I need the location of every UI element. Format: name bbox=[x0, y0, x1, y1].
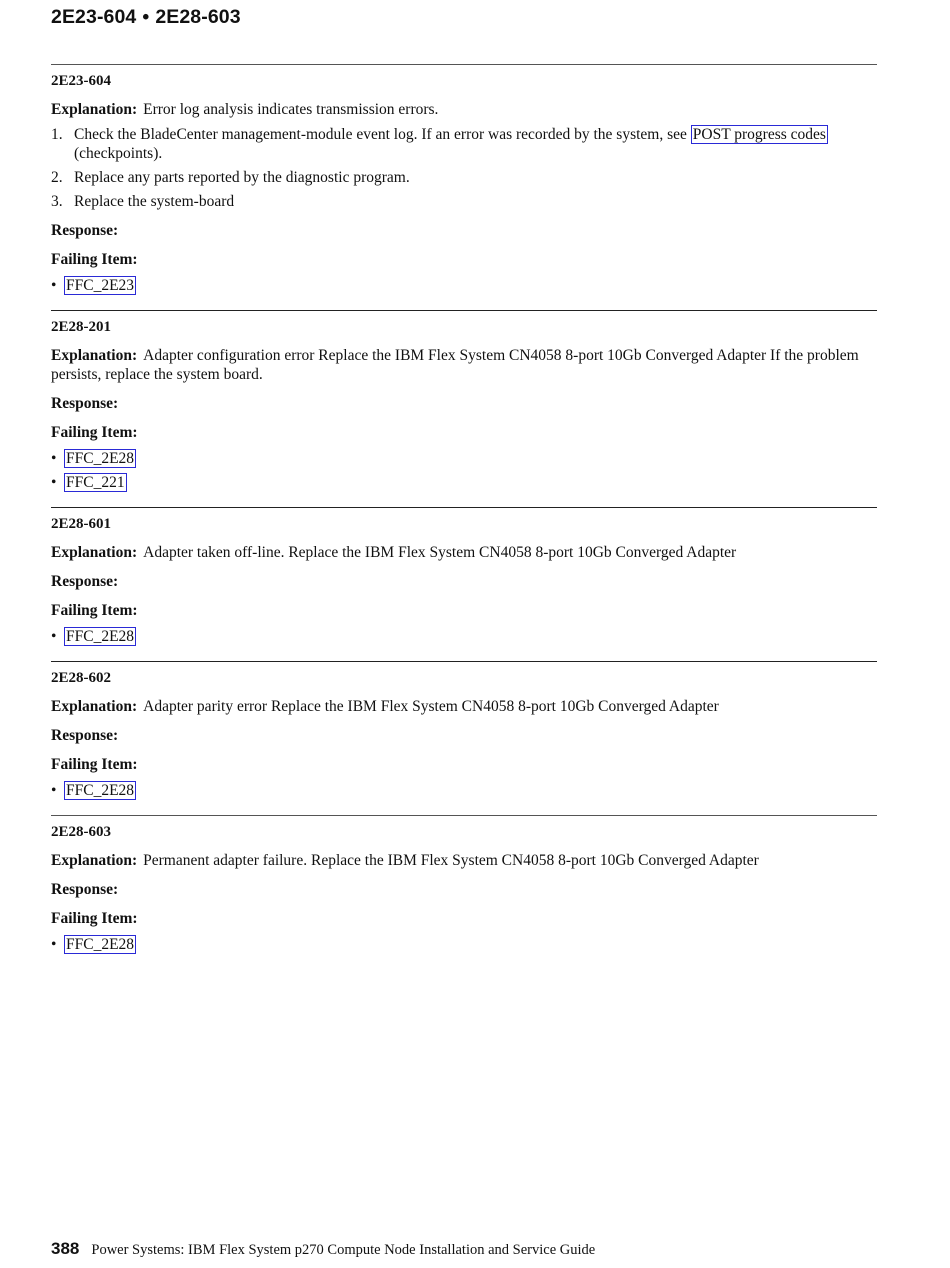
bullet: • bbox=[51, 936, 57, 953]
entry-code: 2E28-602 bbox=[51, 670, 111, 686]
bullet: • bbox=[51, 628, 57, 645]
failing-item-label: Failing Item: bbox=[51, 910, 138, 927]
list-item bbox=[51, 781, 877, 801]
explanation-text: Adapter taken off-line. Replace the IBM Flex System CN4058 8-port 10Gb Converged Adapter bbox=[143, 544, 737, 561]
failing-item-link[interactable]: FFC_221 bbox=[66, 474, 125, 491]
explanation-text: Adapter parity error Replace the IBM Flex System CN4058 8-port 10Gb Converged Adapter bbox=[143, 698, 719, 715]
footer-title: Power Systems: IBM Flex System p270 Compute Node Installation and Service Guide bbox=[91, 1242, 596, 1258]
step-text: Replace any parts reported by the diagnostic program. bbox=[74, 169, 410, 186]
response-label: Response: bbox=[51, 881, 119, 898]
explanation bbox=[51, 100, 877, 119]
entry-2E28-601 bbox=[51, 507, 877, 647]
list-item bbox=[51, 276, 877, 296]
explanation bbox=[51, 851, 877, 870]
header-left-code: 2E23-604 bbox=[51, 6, 137, 28]
entry-code: 2E28-601 bbox=[51, 516, 111, 532]
entry-2E23-604 bbox=[51, 64, 877, 296]
step-item bbox=[51, 125, 877, 163]
entry-2E28-603 bbox=[51, 815, 877, 955]
explanation bbox=[51, 346, 877, 384]
failing-item-link[interactable]: FFC_2E28 bbox=[66, 628, 135, 645]
failing-item-label: Failing Item: bbox=[51, 602, 138, 619]
failing-items-list bbox=[51, 276, 877, 296]
bullet: • bbox=[51, 277, 57, 294]
failing-item-label: Failing Item: bbox=[51, 251, 138, 268]
page-footer bbox=[51, 1239, 595, 1259]
failing-item-label: Failing Item: bbox=[51, 424, 138, 441]
entry-code: 2E28-201 bbox=[51, 319, 111, 335]
step-number: 3. bbox=[51, 193, 63, 210]
header-separator: • bbox=[142, 6, 150, 28]
explanation-label: Explanation: bbox=[51, 347, 138, 364]
bullet: • bbox=[51, 782, 57, 799]
failing-items-list bbox=[51, 781, 877, 801]
failing-items-list bbox=[51, 935, 877, 955]
bullet: • bbox=[51, 450, 57, 467]
response-label: Response: bbox=[51, 573, 119, 590]
explanation bbox=[51, 697, 877, 716]
explanation-text: Adapter configuration error Replace the IBM Flex System CN4058 8-port 10Gb Converged Adapter If the problem persists, replace the system board. bbox=[51, 347, 859, 383]
explanation-label: Explanation: bbox=[51, 544, 138, 561]
failing-item-link[interactable]: FFC_2E28 bbox=[66, 450, 135, 467]
post-progress-codes-link[interactable]: POST progress codes bbox=[692, 126, 826, 143]
explanation bbox=[51, 543, 877, 562]
failing-item-label: Failing Item: bbox=[51, 756, 138, 773]
step-item bbox=[51, 168, 877, 187]
header-right-code: 2E28-603 bbox=[155, 6, 241, 28]
failing-items-list bbox=[51, 627, 877, 647]
failing-item-link[interactable]: FFC_2E23 bbox=[66, 277, 135, 294]
step-number: 2. bbox=[51, 169, 63, 186]
explanation-label: Explanation: bbox=[51, 101, 138, 118]
page-header bbox=[51, 6, 241, 29]
page-content bbox=[51, 64, 877, 969]
bullet: • bbox=[51, 474, 57, 491]
entry-2E28-201 bbox=[51, 310, 877, 493]
failing-item-link[interactable]: FFC_2E28 bbox=[66, 936, 135, 953]
list-item bbox=[51, 627, 877, 647]
page-number: 388 bbox=[51, 1239, 80, 1258]
response-label: Response: bbox=[51, 395, 119, 412]
step-item bbox=[51, 192, 877, 211]
step-number: 1. bbox=[51, 126, 63, 143]
failing-item-link[interactable]: FFC_2E28 bbox=[66, 782, 135, 799]
list-item bbox=[51, 935, 877, 955]
response-label: Response: bbox=[51, 727, 119, 744]
entry-code: 2E28-603 bbox=[51, 824, 111, 840]
explanation-text: Permanent adapter failure. Replace the IBM Flex System CN4058 8-port 10Gb Converged Adapter bbox=[143, 852, 759, 869]
explanation-label: Explanation: bbox=[51, 852, 138, 869]
response-label: Response: bbox=[51, 222, 119, 239]
steps-list bbox=[51, 125, 877, 211]
list-item bbox=[51, 449, 877, 469]
step-text: Replace the system-board bbox=[74, 193, 235, 210]
step-text-end: (checkpoints). bbox=[74, 145, 163, 162]
entry-code: 2E23-604 bbox=[51, 73, 111, 89]
failing-items-list bbox=[51, 449, 877, 493]
entry-2E28-602 bbox=[51, 661, 877, 801]
list-item bbox=[51, 473, 877, 493]
step-text: Check the BladeCenter management-module event log. If an error was recorded by the system, see bbox=[74, 126, 691, 143]
explanation-label: Explanation: bbox=[51, 698, 138, 715]
explanation-text: Error log analysis indicates transmission errors. bbox=[143, 101, 439, 118]
